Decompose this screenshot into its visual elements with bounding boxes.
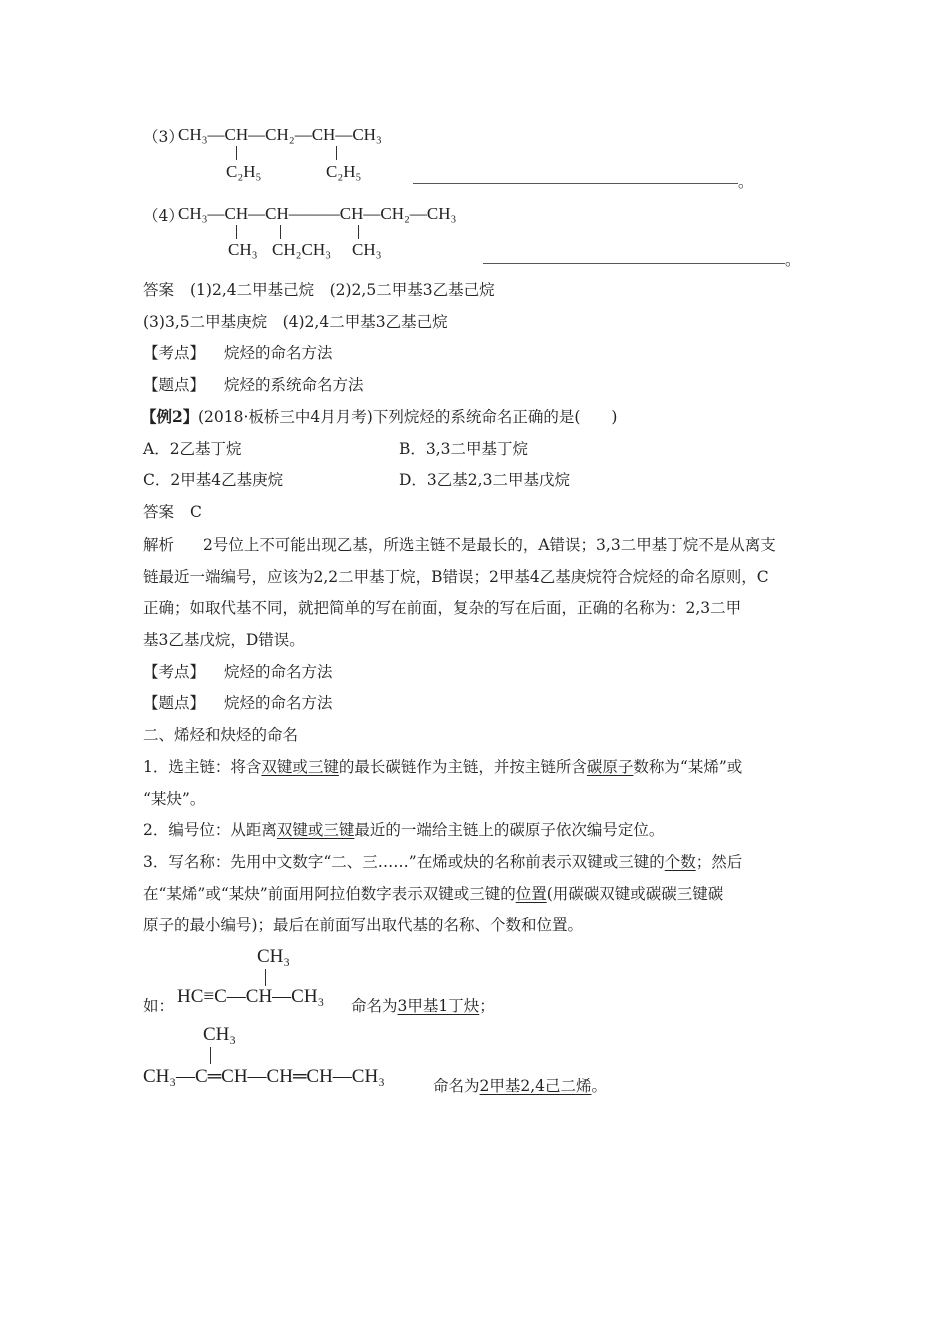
ex2-bond [210, 1047, 211, 1064]
q3-bond-1 [236, 146, 237, 160]
ex2-main-chain: CH₃—C═CH—CH═CH—CH₃ [143, 1066, 385, 1087]
rule-3-blank-2: 位置 [515, 885, 547, 903]
rule-3-line-2 [143, 884, 723, 904]
example-label: 【例2】 [141, 407, 199, 426]
rule-1-text-c: 数称为“某烯”或 [633, 758, 743, 776]
ex1-end: ； [479, 997, 495, 1015]
q4-number: （4） [143, 207, 184, 225]
rule-1-text-a: 1．选主链：将含 [143, 758, 262, 776]
rule-3-text-a: 3．写名称：先用中文数字“二、三……”在烯或炔的名称前表示双键或三键的 [143, 853, 665, 871]
ex2-name: 2甲基2,4己二烯 [479, 1077, 592, 1095]
kaodian-label: 【考点】 [143, 344, 206, 362]
kaodian-text: 烷烃的命名方法 [224, 344, 333, 362]
rule-2-text-b: 最近的一端给主链上的碳原子依次编号定位。 [354, 821, 665, 839]
q3-substituent-2: C₂H₅ [326, 162, 362, 181]
answer-line-2: (3)3,5二甲基庚烷 (4)2,4二甲基3乙基己烷 [143, 313, 448, 331]
ex1-naming-text: 命名为 [351, 997, 398, 1015]
q3-answer-blank[interactable] [413, 183, 738, 184]
q4-period: 。 [785, 251, 801, 269]
rule-1-text-b: 的最长碳链作为主链，并按主链所含 [338, 758, 587, 776]
rule-1-blank-2: 碳原子 [586, 758, 634, 776]
ex1-main-chain: HC≡C—CH—CH₃ [177, 986, 325, 1007]
q4-answer-blank[interactable] [483, 263, 785, 264]
q3-period: 。 [738, 173, 754, 191]
ex1-name: 3甲基1丁炔 [397, 997, 480, 1015]
analysis-line-2: 链最近一端编号，应该为2,2二甲基丁烷，B错误；2甲基4乙基庚烷符合烷烃的命名原则，C [143, 568, 769, 586]
ex1-lead: 如： [143, 997, 175, 1015]
ex2-naming [433, 1076, 607, 1096]
ex1-methyl: CH₃ [257, 946, 291, 967]
answer-label: 答案 [143, 281, 175, 299]
section-heading: 二、烯烃和炔烃的命名 [143, 726, 299, 744]
q4-bond-3 [358, 225, 359, 239]
kaodian2-text: 烷烃的命名方法 [224, 663, 333, 681]
q3-bond-2 [336, 146, 337, 160]
rule-1-line-2: “某炔”。 [143, 790, 206, 808]
analysis-line-3: 正确；如取代基不同，就把简单的写在前面，复杂的写在后面，正确的名称为：2,3二甲 [143, 599, 742, 617]
tidian2-text: 烷烃的命名方法 [224, 694, 333, 712]
ex1-bond [265, 969, 266, 986]
tidian2-label: 【题点】 [143, 694, 206, 712]
q4-substituent-1: CH₃ [228, 240, 258, 259]
q4-main-chain: CH₃—CH—CH———CH—CH₂—CH₃ [178, 204, 457, 223]
rule-2-blank-1: 双键或三键 [276, 821, 355, 839]
ex2-naming-text: 命名为 [433, 1077, 480, 1095]
q3-substituent-1: C₂H₅ [226, 162, 262, 181]
q4-bond-1 [236, 225, 237, 239]
rule-3-text-b: ；然后 [695, 853, 743, 871]
rule-1-line-1 [143, 757, 742, 777]
ex2-end: 。 [591, 1077, 608, 1095]
kaodian2-label: 【考点】 [143, 663, 206, 681]
q4-bond-2 [280, 225, 281, 239]
rule-1-blank-1: 双键或三键 [261, 758, 339, 776]
option-b: B．3,3二甲基丁烷 [399, 440, 529, 458]
answer-line-1: (1)2,4二甲基己烷 (2)2,5二甲基3乙基己烷 [190, 281, 495, 299]
option-a: A．2乙基丁烷 [143, 440, 242, 458]
answer2-value: C [190, 503, 202, 521]
tidian-label: 【题点】 [143, 376, 206, 394]
rule-3-text-c: 在“某烯”或“某炔”前面用阿拉伯数字表示双键或三键的 [143, 885, 516, 903]
example-question: (2018·板桥三中4月月考)下列烷烃的系统命名正确的是( ) [198, 408, 618, 426]
answer2-label: 答案 [143, 503, 175, 521]
rule-3-line-3: 原子的最小编号)；最后在前面写出取代基的名称、个数和位置。 [143, 916, 584, 934]
rule-2-text-a: 2．编号位：从距离 [143, 821, 277, 839]
q4-substituent-2: CH₂CH₃ [272, 240, 332, 259]
rule-3-line-1 [143, 852, 742, 872]
q3-number: （3） [143, 128, 184, 146]
analysis-line-1: 2号位上不可能出现乙基，所选主链不是最长的，A错误；3,3二甲基丁烷不是从离支 [203, 536, 776, 554]
rule-3-blank-1: 个数 [664, 853, 696, 871]
ex2-methyl: CH₃ [203, 1024, 237, 1045]
rule-3-text-d: (用碳碳双键或碳碳三键碳 [546, 885, 724, 903]
q4-substituent-3: CH₃ [352, 240, 382, 259]
rule-2 [143, 820, 664, 840]
option-d: D．3乙基2,3二甲基戊烷 [399, 471, 570, 489]
q3-main-chain: CH₃—CH—CH₂—CH—CH₃ [178, 125, 382, 144]
analysis-label: 解析 [143, 536, 175, 554]
analysis-line-4: 基3乙基戊烷，D错误。 [143, 631, 305, 649]
option-c: C．2甲基4乙基庚烷 [143, 471, 284, 489]
tidian-text: 烷烃的系统命名方法 [224, 376, 364, 394]
ex1-naming [351, 996, 495, 1016]
